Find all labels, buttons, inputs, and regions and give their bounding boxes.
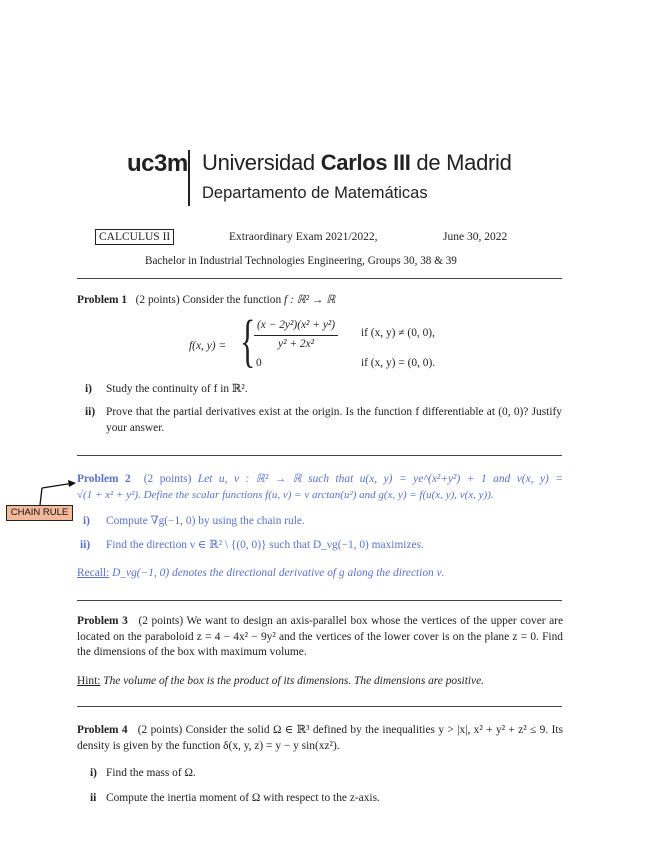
problem-1-title: Problem 1 xyxy=(77,294,128,306)
problem-3-body: We want to design an axis-parallel box whose the vertices of the upper cover are located on the paraboloid z = 4 − 4x² − 9y² and the vertices of the lower cover is on the plane z = 0. Find the dimensions of the box with maximum volume. xyxy=(77,615,563,658)
department-name: Departamento de Matemáticas xyxy=(202,184,428,202)
p2-item-ii-text: Find the direction ν ∈ ℝ² \ {(0, 0)} such that D_νg(−1, 0) maximizes. xyxy=(106,539,424,551)
recall-text: D_νg(−1, 0) denotes the directional derivative of g along the direction ν. xyxy=(112,567,445,579)
divider-1 xyxy=(77,278,562,279)
p2-item-ii-label: ii) xyxy=(80,539,91,551)
problem-2-line-1 xyxy=(77,472,563,488)
university-prefix: Universidad xyxy=(202,150,321,175)
p2-item-i-label: i) xyxy=(83,515,90,527)
problem-3-points: (2 points) xyxy=(138,615,184,627)
divider-4 xyxy=(77,706,562,707)
university-suffix: de Madrid xyxy=(410,150,512,175)
problem-2-def-uv: Let u, v : ℝ² → ℝ such that u(x, y) = ye^(x²+y²) + 1 and v(x, y) = xyxy=(197,473,563,485)
problem-3-text xyxy=(77,614,563,661)
p1-item-i-text: Study the continuity of f in ℝ². xyxy=(106,383,248,395)
university-bold: Carlos III xyxy=(320,150,411,175)
condition-1: if (x, y) ≠ (0, 0), xyxy=(361,327,435,339)
fraction-denominator: y² + 2x² xyxy=(278,337,315,350)
p1-item-i-label: i) xyxy=(85,383,92,395)
exam-title: Extraordinary Exam 2021/2022, xyxy=(229,231,378,243)
piecewise-brace: { xyxy=(240,308,256,373)
fraction-numerator: (x − 2y²)(x² + y²) xyxy=(254,318,338,336)
logo-divider xyxy=(188,150,190,206)
problem-4-text xyxy=(77,723,563,754)
p4-item-i-label: i) xyxy=(90,767,97,779)
hint-text: The volume of the box is the product of its dimensions. The dimensions are positive. xyxy=(103,675,484,687)
condition-2: if (x, y) = (0, 0). xyxy=(361,357,436,369)
p4-item-ii-text: Compute the inertia moment of Ω with respect to the z-axis. xyxy=(106,792,380,804)
fraction xyxy=(254,318,338,352)
recall-label: Recall: xyxy=(77,567,110,579)
degree-line: Bachelor in Industrial Technologies Engineering, Groups 30, 38 & 39 xyxy=(145,255,457,267)
exam-date: June 30, 2022 xyxy=(443,231,508,243)
problem-2-title: Problem 2 xyxy=(77,473,131,485)
hint-label: Hint: xyxy=(77,675,101,687)
uc3m-logo: uc3m xyxy=(127,150,188,177)
problem-2-line-2: √(1 + x² + y²). Define the scalar functions f(u, v) = v arctan(u²) and g(x, y) = f(u(x, y), v(x, y)). xyxy=(77,489,494,501)
piecewise-fraction xyxy=(254,318,338,352)
problem-1-signature: f : ℝ² → ℝ xyxy=(284,294,336,306)
p1-item-ii-text: Prove that the partial derivatives exist at the origin. Is the function f differentiable at (0, 0)? Justify your answer. xyxy=(106,406,562,434)
problem-2-points: (2 points) xyxy=(143,473,192,485)
problem-1-intro: Consider the function xyxy=(182,294,282,306)
annotation-arrow xyxy=(32,480,82,510)
course-box: CALCULUS II xyxy=(95,229,174,245)
problem-4-title: Problem 4 xyxy=(77,724,128,736)
chain-rule-label: CHAIN RULE xyxy=(10,507,69,518)
problem-4-body: Consider the solid Ω ∈ ℝ³ defined by the inequalities y > |x|, x² + y² + z² ≤ 9. Its density is given by the function δ(x, y, z) = y − y sin(xz²). xyxy=(77,724,563,752)
problem-3-title: Problem 3 xyxy=(77,615,128,627)
p2-item-i-text: Compute ∇g(−1, 0) by using the chain rule. xyxy=(106,515,305,527)
university-name xyxy=(202,150,512,176)
piecewise-lhs: f(x, y) = xyxy=(189,340,227,352)
p2-recall xyxy=(77,566,444,582)
p1-item-ii-label: ii) xyxy=(85,406,96,418)
divider-3 xyxy=(77,600,562,601)
p4-item-ii-label: ii xyxy=(90,792,97,804)
divider-2 xyxy=(77,455,562,456)
piecewise-zero: 0 xyxy=(256,357,262,369)
problem-4-points: (2 points) xyxy=(137,724,183,736)
problem-1-header xyxy=(77,293,335,309)
p4-item-i-text: Find the mass of Ω. xyxy=(106,767,196,779)
problem-1-points: (2 points) xyxy=(135,294,180,306)
problem-3-hint xyxy=(77,674,484,690)
